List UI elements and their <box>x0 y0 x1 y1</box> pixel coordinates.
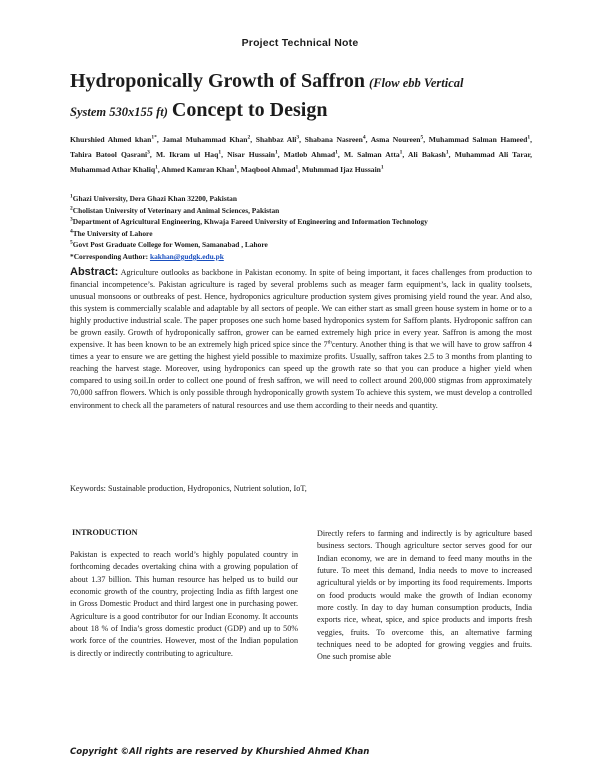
author-name: Muhmmad Ijaz Hussain <box>302 165 381 174</box>
author-affiliation-marker: 1* <box>151 134 157 141</box>
title-main-part-1: Hydroponically Growth of Saffron <box>70 70 366 92</box>
author-list: Khurshied Ahmed khan$^{1*}$, Jamal Muhammad Khan$^2$, Shahbaz Ali$^3$, Shabana Nasreen$^4$, Asma Noureen$^5$, Muhammad Salman Hameed$^1$, Tahira Batool Qasrani$^3$, M. Ikram ul Haq$^1$, Nisar Hussain$^1$, Matlob Ahmad$^1$, M. Salman Atta$^1$, Ali Bakash$^1$, Muhammad Ali Tarar, Muhammad Athar Khaliq$^1$, Ahmed Kamran Khan$^1$, Maqbool Ahmad$^1$, Muhmmad Ijaz Hussain$^1$ <box>70 134 533 174</box>
author-name: Jamal Muhammad Khan <box>162 135 248 144</box>
keywords: Keywords: Sustainable production, Hydroponics, Nutrient solution, IoT, <box>70 484 307 493</box>
affiliation-marker: 5 <box>70 239 73 246</box>
abstract <box>70 266 532 412</box>
corresponding-email-link[interactable]: kakhan@gudgk.edu.pk <box>149 251 224 261</box>
corresponding-author <box>70 251 540 263</box>
paper-title-line-1 <box>70 70 540 93</box>
author-name: Muhammad Athar Khaliq <box>70 165 156 174</box>
abstract-superscript: th <box>327 339 332 346</box>
author-name: Ahmed Kamran Khan <box>161 165 235 174</box>
introduction-heading: INTRODUCTION <box>72 528 138 537</box>
author-name: Muhammad Ali Tarar <box>454 150 531 159</box>
abstract-text-1: Agriculture outlooks as backbone in Pakistan economy. In spite of being important, it faces challenges from production to financial incompetence’s. Pakistan agriculture is raged by several problems such as meager farm equipment’s, lack in quality toolsets, unusual monsoons or outbreaks of pest. Hence, hydroponics agriculture production system gives promising yield round the year. And also, this system is commercially scalable and adaptable by all sectors of people. We can either start as small green house system in home or to a highly productive industrial scale. The paper proposes one such home based hydroponics system for Safforn plants. Hydroponic saffron can be grown easily. Growth of hydroponically saffron, grower can be earned extremely high price in every year. Saffron is among the most expensive. It has been known to be an extremely high priced spice since the 7 <box>70 268 532 350</box>
author-affiliation-marker: 4 <box>362 134 366 141</box>
author-name: M. Salman Atta <box>343 150 400 159</box>
affiliations <box>70 193 540 263</box>
author-name: Nisar Hussain <box>227 150 275 159</box>
affiliation-item <box>70 193 540 205</box>
affiliation-marker: 3 <box>70 216 73 223</box>
paper-title-line-2 <box>70 99 540 122</box>
author-affiliation-marker: 1 <box>527 134 531 141</box>
title-main-part-2: Concept to Design <box>171 99 328 121</box>
author-name: Ali Bakash <box>408 150 446 159</box>
author-affiliation-marker: 3 <box>147 149 150 156</box>
affiliation-item <box>70 239 540 251</box>
author-name: Matlob Ahmad <box>283 150 336 159</box>
author-affiliation-marker: 1 <box>335 149 338 156</box>
author-name: Shahbaz Ali <box>255 135 297 144</box>
author-affiliation-marker: 1 <box>274 149 278 156</box>
author-name: Khurshied Ahmed khan <box>70 135 152 144</box>
copyright-footer: Copyright ©All rights are reserved by Khurshied Ahmed Khan <box>70 747 370 757</box>
author-affiliation-marker: 1 <box>234 164 237 171</box>
abstract-label: Abstract: <box>70 266 119 278</box>
affiliation-text: Department of Agricultural Engineering, Khwaja Fareed University of Engineering and Information Technology <box>72 217 428 227</box>
affiliation-item <box>70 205 540 217</box>
author-affiliation-marker: 1 <box>218 149 222 156</box>
author-affiliation-marker: 1 <box>295 164 299 171</box>
affiliation-text: Cholistan University of Veterinary and Animal Sciences, Pakistan <box>72 205 280 215</box>
author-affiliation-marker: 1 <box>155 164 158 171</box>
corresponding-label: *Corresponding Author: <box>70 251 149 261</box>
introduction-column-1: Pakistan is expected to reach world’s highly populated country in forthcoming decades overtaking china with a growing population of about 1.37 billion. This human resource has helped us to build our economic growth of the country, projecting India as fifth largest one in Gross Domestic Product and third largest one in purchasing power. Agriculture is a good contributor for our Indian Economy. It accounts about 18 % of India’s gross domestic product (GDP) and up to 50% work force of the countries. However, most of the Indian population is directly or indirectly contributing to agriculture. <box>70 550 298 658</box>
affiliation-marker: 2 <box>70 205 73 212</box>
author-affiliation-marker: 5 <box>420 134 424 141</box>
affiliation-text: Govt Post Graduate College for Women, Samanabad , Lahore <box>72 240 268 250</box>
author-affiliation-marker: 1 <box>445 149 449 156</box>
project-note-label: Project Technical Note <box>241 37 359 49</box>
author-affiliation-marker: 2 <box>247 134 251 141</box>
affiliation-marker: 4 <box>70 228 73 235</box>
author-name: Tahira Batool Qasrani <box>70 150 148 159</box>
author-name: Muhammad Salman Hameed <box>428 135 528 144</box>
author-affiliation-marker: 1 <box>399 149 403 156</box>
affiliation-item <box>70 216 540 228</box>
author-name: Maqbool Ahmad <box>240 165 296 174</box>
author-name: Asma Noureen <box>370 135 421 144</box>
affiliation-item <box>70 228 540 240</box>
abstract-text-2: century. Another thing is that we will have to grow saffron 4 times a year to ensure we are getting the highest yield possible to maximize profits. Usually, saffron takes 2.5 to 3 months from planting to reaching the harvest stage. Moreover, using hydroponics can speed up the growth rate so that you can produce a higher yield when compared to using soil.In order to collect one pound of fresh saffron, we will need to collect around 200,000 stigmas from approximately 70,000 saffron flowers. Which is only possible through hydroponically growth system To achieve this system, we must develop a controlled environment to check all the parameters of natural resources and use them according to their needs and quantity. <box>70 340 532 410</box>
affiliation-text: The University of Lahore <box>72 228 153 238</box>
affiliation-marker: 1 <box>70 193 73 200</box>
author-name: M. Ikram ul Haq <box>155 150 219 159</box>
introduction-column-2: Directly refers to farming and indirectly is by agriculture based business sectors. Though agriculture sector serves good for our Indian economy, we are in demand to feed many mouths in the future. To meet this demand, India needs to move to increased agricultural yields or by importing its food requirements. Imports on food products would make the growth of Indian economy more costly. In day to day human consumption products, India exports rice, wheat, spice, and spice products and imports fresh veggies, fruits. To overcome this, an alternative farming techniques need to be adopted for growing veggies and fruits. One such promise able <box>317 529 532 662</box>
author-name: Shabana Nasreen <box>304 135 363 144</box>
title-parenthetical-part-2: System 530x155 ft) <box>70 105 168 119</box>
author-affiliation-marker: 3 <box>296 134 300 141</box>
affiliation-text: Ghazi University, Dera Ghazi Khan 32200, Pakistan <box>72 194 237 203</box>
title-parenthetical-part-1: (Flow ebb Vertical <box>369 76 464 90</box>
author-affiliation-marker: 1 <box>380 164 384 171</box>
